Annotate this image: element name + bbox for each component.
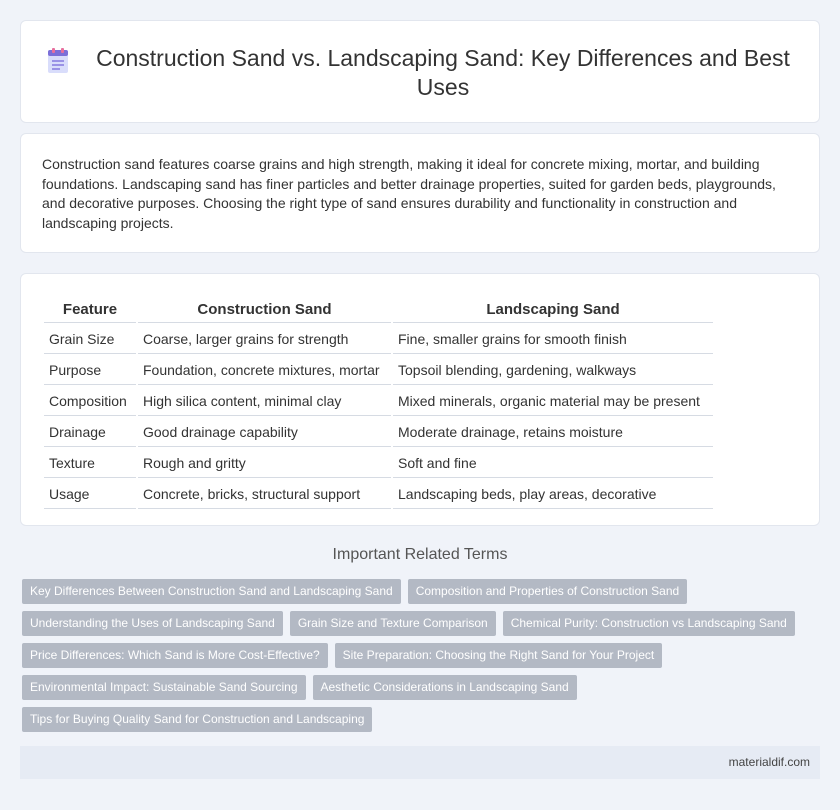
table-cell: Rough and gritty <box>138 449 391 478</box>
related-term-tag[interactable]: Price Differences: Which Sand is More Cost-Effective? <box>22 643 328 668</box>
table-cell: Foundation, concrete mixtures, mortar <box>138 356 391 385</box>
related-term-tag[interactable]: Tips for Buying Quality Sand for Construction and Landscaping <box>22 707 372 732</box>
footer-site-name: materialdif.com <box>728 755 810 769</box>
table-cell: Composition <box>44 387 136 416</box>
comparison-table <box>42 295 715 511</box>
related-term-tag[interactable]: Environmental Impact: Sustainable Sand Sourcing <box>22 675 306 700</box>
table-row <box>44 325 713 354</box>
table-row <box>44 387 713 416</box>
related-term-tag[interactable]: Understanding the Uses of Landscaping Sand <box>22 611 283 636</box>
document-icon <box>47 48 69 74</box>
table-cell: Usage <box>44 480 136 509</box>
related-term-tag[interactable]: Composition and Properties of Construction Sand <box>408 579 687 604</box>
table-cell: High silica content, minimal clay <box>138 387 391 416</box>
table-row <box>44 449 713 478</box>
intro-card <box>20 133 820 253</box>
header-construction-sand: Construction Sand <box>138 297 391 323</box>
related-terms-list <box>22 579 822 739</box>
table-cell: Landscaping beds, play areas, decorative <box>393 480 713 509</box>
table-cell: Soft and fine <box>393 449 713 478</box>
table-cell: Concrete, bricks, structural support <box>138 480 391 509</box>
related-term-tag[interactable]: Key Differences Between Construction Sand and Landscaping Sand <box>22 579 401 604</box>
header-card <box>20 20 820 123</box>
header-landscaping-sand: Landscaping Sand <box>393 297 713 323</box>
page-title: Construction Sand vs. Landscaping Sand: Key Differences and Best Uses <box>96 45 790 100</box>
intro-paragraph: Construction sand features coarse grains and high strength, making it ideal for concrete mixing, mortar, and building foundations. Landscaping sand has finer particles and better drainage properties, suited for garden beds, playgrounds, and decorative purposes. Choosing the right type of sand ensures durability and functionality in construction and landscaping projects. <box>42 156 776 231</box>
related-term-tag[interactable]: Site Preparation: Choosing the Right Sand for Your Project <box>335 643 663 668</box>
related-term-tag[interactable]: Chemical Purity: Construction vs Landscaping Sand <box>503 611 795 636</box>
table-cell: Mixed minerals, organic material may be present <box>393 387 713 416</box>
table-cell: Drainage <box>44 418 136 447</box>
table-row <box>44 356 713 385</box>
footer <box>20 746 820 779</box>
related-terms-heading: Important Related Terms <box>332 546 508 563</box>
table-row <box>44 418 713 447</box>
table-row <box>44 480 713 509</box>
header-feature: Feature <box>44 297 136 323</box>
table-cell: Topsoil blending, gardening, walkways <box>393 356 713 385</box>
table-cell: Good drainage capability <box>138 418 391 447</box>
table-cell: Purpose <box>44 356 136 385</box>
table-cell: Fine, smaller grains for smooth finish <box>393 325 713 354</box>
table-cell: Moderate drainage, retains moisture <box>393 418 713 447</box>
related-term-tag[interactable]: Aesthetic Considerations in Landscaping Sand <box>313 675 577 700</box>
table-cell: Texture <box>44 449 136 478</box>
table-header-row <box>44 297 713 323</box>
table-cell: Coarse, larger grains for strength <box>138 325 391 354</box>
table-cell: Grain Size <box>44 325 136 354</box>
related-term-tag[interactable]: Grain Size and Texture Comparison <box>290 611 496 636</box>
comparison-card <box>20 273 820 526</box>
